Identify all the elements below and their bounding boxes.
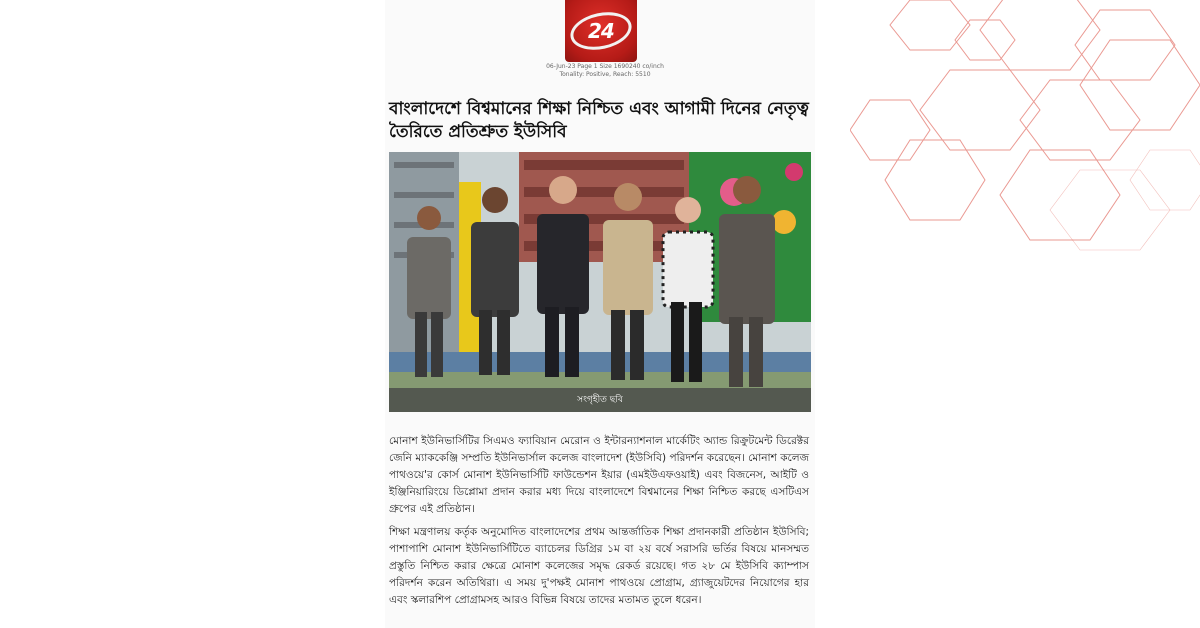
hexagon-pattern-decoration xyxy=(850,0,1200,260)
article-photo xyxy=(389,152,811,412)
clipping-meta xyxy=(500,63,710,79)
article-headline xyxy=(389,98,809,144)
article-paragraph-2: শিক্ষা মন্ত্রণালয় কর্তৃক অনুমোদিত বাংলাদেশের প্রথম আন্তর্জাতিক শিক্ষা প্রদানকারী প্রতিষ্ঠান ইউসিবি; পাশাপাশি মোনাশ ইউনিভার্সিটিতে ব্যাচেলর ডিগ্রির ১ম বা ২য় বর্ষে সরাসরি ভর্তির বিষয়ে মানসম্মত প্রস্তুতি নিশ্চিত করার ক্ষেত্রে মোনাশ কলেজের সমৃদ্ধ রেকর্ড রয়েছে। গত ২৮ মে ইউসিবি ক্যাম্পাস পরিদর্শন করেন অতিথিরা। এ সময় দু'পক্ষই মোনাশ পাথওয়ে প্রোগ্রাম, গ্র্যাজুয়েটদের নিয়োগের হার এবং স্কলারশিপ প্রোগ্রামসহ আরও বিভিন্ন বিষয়ে তাদের মতামত তুলে ধরেন। xyxy=(389,526,809,606)
article-body xyxy=(389,433,809,615)
group-photo-illustration xyxy=(389,152,811,412)
headline-line-2: তৈরিতে প্রতিশ্রুত ইউসিবি xyxy=(389,122,567,142)
logo-text: 24 xyxy=(588,19,614,43)
channel24-logo xyxy=(565,0,637,62)
logo-ring-icon xyxy=(567,7,635,55)
meta-line-2: Tonality: Positive, Reach: 5510 xyxy=(559,71,651,78)
meta-line-1: 06-Jun-23 Page 1 Size 1690240 co/inch xyxy=(546,63,664,70)
article-paragraph-1: মোনাশ ইউনিভার্সিটির সিএমও ফ্যাবিয়ান মেরোন ও ইন্টারন্যাশনাল মার্কেটিং অ্যান্ড রিক্রুটমেন্ট ডিরেক্টর জেনি ম্যাককেঞ্জি সম্প্রতি ইউনিভার্সাল কলেজ বাংলাদেশ (ইউসিবি) পরিদর্শন করেছেন। মোনাশ কলেজ পাথওয়ে'র কোর্স মোনাশ ইউনিভার্সিটি ফাউন্ডেশন ইয়ার (এমইউএফওয়াই) এবং বিজনেস, আইটি ও ইঞ্জিনিয়ারিংয়ে ডিপ্লোমা প্রদান করার মধ্য দিয়ে বাংলাদেশে বিশ্বমানের শিক্ষা নিশ্চিত করছে এসটিএস গ্রুপের এই প্রতিষ্ঠান। xyxy=(389,435,809,515)
headline-line-1: বাংলাদেশে বিশ্বমানের শিক্ষা নিশ্চিত এবং আগামী দিনের নেতৃত্ব xyxy=(389,99,809,119)
photo-caption: সংগৃহীত ছবি xyxy=(389,388,811,412)
